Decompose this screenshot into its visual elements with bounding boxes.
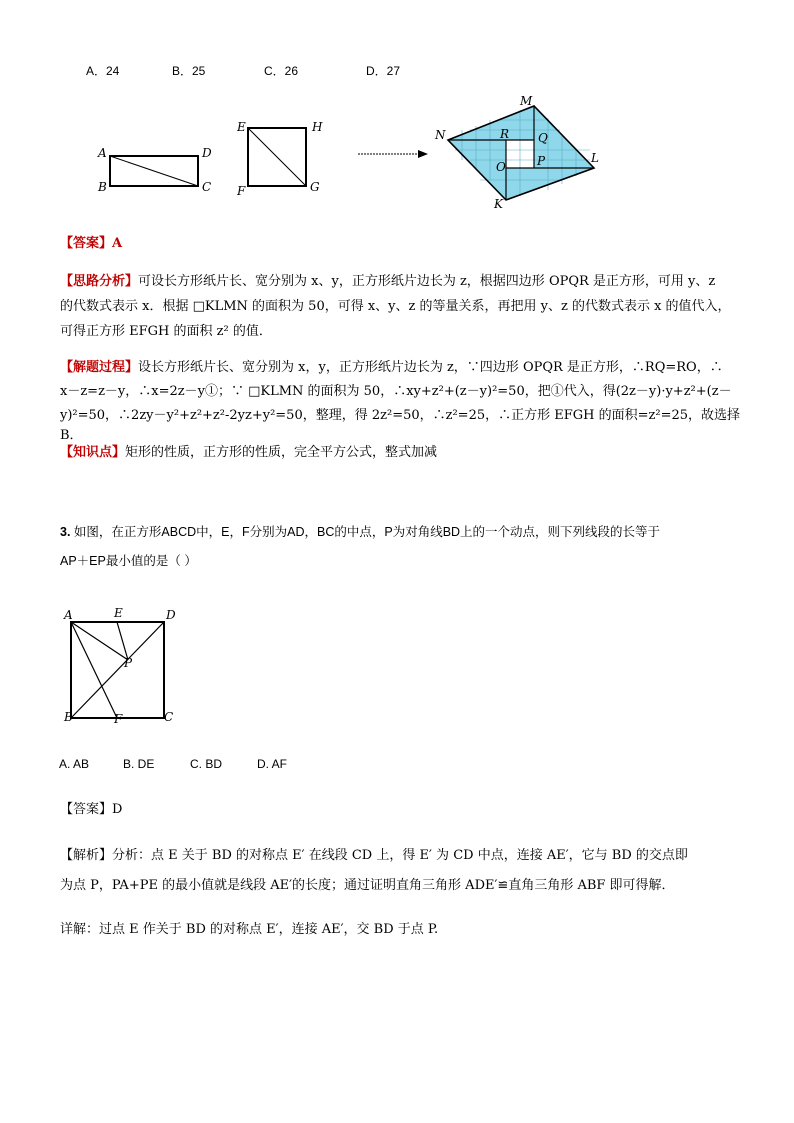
label-Q: Q xyxy=(538,131,548,145)
label-M: M xyxy=(520,94,533,108)
answer-tag: 【答案】 xyxy=(60,236,113,251)
solution-tag: 【解题过程】 xyxy=(60,360,139,375)
label-K: K xyxy=(494,197,503,211)
q3-label-E: E xyxy=(114,606,123,620)
label-D1: D xyxy=(202,146,212,160)
q2-solution-line3: y)²=50，∴2zy－y²+z²+z²-2yz+y²=50，整理，得 2z²=50，∴z²=25，∴正方形 EFGH 的面积=z²=25，故选择 B． xyxy=(60,408,741,443)
q2-solution-line1 xyxy=(60,358,750,378)
q3-analysis-line2: 为点 P，PA+PE 的最小值就是线段 AE′的长度；通过证明直角三角形 ADE′≌直角三角形 ABF 即可得解． xyxy=(60,878,675,893)
label-R: R xyxy=(500,127,510,141)
q3-number: 3. xyxy=(60,525,71,539)
q2-knowledge xyxy=(60,443,750,463)
q3-option-d: D. AF xyxy=(257,757,288,771)
q3-detail: 详解：过点 E 作关于 BD 的对称点 E′，连接 AE′，交 BD 于点 P. xyxy=(60,922,439,937)
q3-analysis-line1 xyxy=(60,846,750,866)
answer-value: A xyxy=(112,236,123,251)
q3-label-D: D xyxy=(166,608,176,622)
analysis-text-1: 可设长方形纸片长、宽分别为 x、y，正方形纸片边长为 z，根据四边形 OPQR 是正方形，可用 y、z xyxy=(138,274,716,289)
label-N: N xyxy=(435,128,446,142)
q2-analysis-line1 xyxy=(60,272,750,292)
q3-question-text: 如图，在正方形ABCD中，E，F分别为AD，BC的中点，P为对角线BD上的一个动点，则下列线段的长等于 xyxy=(73,525,661,539)
q2-option-a: A．24 xyxy=(86,64,120,78)
label-B1: B xyxy=(98,180,107,194)
label-A1: A xyxy=(98,146,107,160)
q2-option-c: C．26 xyxy=(264,64,299,78)
label-P1: P xyxy=(537,154,546,168)
q3-option-b: B. DE xyxy=(123,757,155,771)
q3-label-A: A xyxy=(64,608,73,622)
label-L: L xyxy=(591,151,599,165)
q2-option-d: D．27 xyxy=(366,64,401,78)
q3-label-F: F xyxy=(114,712,123,726)
knowledge-tag: 【知识点】 xyxy=(60,445,126,460)
q3-label-C: C xyxy=(164,710,174,724)
q2-analysis-line3: 可得正方形 EFGH 的面积 z² 的值． xyxy=(60,324,272,339)
label-O: O xyxy=(496,160,506,174)
solution-text-1: 设长方形纸片长、宽分别为 x，y，正方形纸片边长为 z，∵四边形 OPQR 是正方形，∴RQ=RO，∴ xyxy=(138,360,723,375)
label-F1: F xyxy=(237,184,246,198)
q2-solution-line2: x－z=z－y，∴x=2z－y①；∵ □KLMN 的面积为 50，∴xy+z²+(z－y)²=50，把①代入，得(2z－y)·y+z²+(z－ xyxy=(60,384,732,399)
knowledge-text: 矩形的性质，正方形的性质，完全平方公式，整式加减 xyxy=(125,445,438,460)
q3-analysis-text-1: 分析：点 E 关于 BD 的对称点 E′ 在线段 CD 上，得 E′ 为 CD 中点，连接 AE′，它与 BD 的交点即 xyxy=(112,848,688,863)
q2-option-b: B．25 xyxy=(172,64,206,78)
q3-label-P: P xyxy=(124,656,133,670)
label-G1: G xyxy=(310,180,320,194)
q2-answer xyxy=(60,234,750,254)
analysis-tag: 【思路分析】 xyxy=(60,274,139,289)
q2-figure xyxy=(0,0,794,230)
q3-option-a: A. AB xyxy=(59,757,90,771)
label-H1: H xyxy=(312,120,323,134)
q3-question-line1 xyxy=(60,522,750,542)
q3-analysis-tag: 【解析】 xyxy=(60,848,113,863)
q3-label-B: B xyxy=(64,710,73,724)
q2-analysis-line2: 的代数式表示 x．根据 □KLMN 的面积为 50，可得 x、y、z 的等量关系，再把用 y、z 的代数式表示 x 的值代入， xyxy=(60,299,731,314)
q3-question-line2: AP＋EP最小值的是（ ） xyxy=(60,554,197,568)
q3-answer: 【答案】D xyxy=(60,802,123,817)
q3-option-c: C. BD xyxy=(190,757,223,771)
label-C1: C xyxy=(202,180,212,194)
label-E1: E xyxy=(237,120,246,134)
